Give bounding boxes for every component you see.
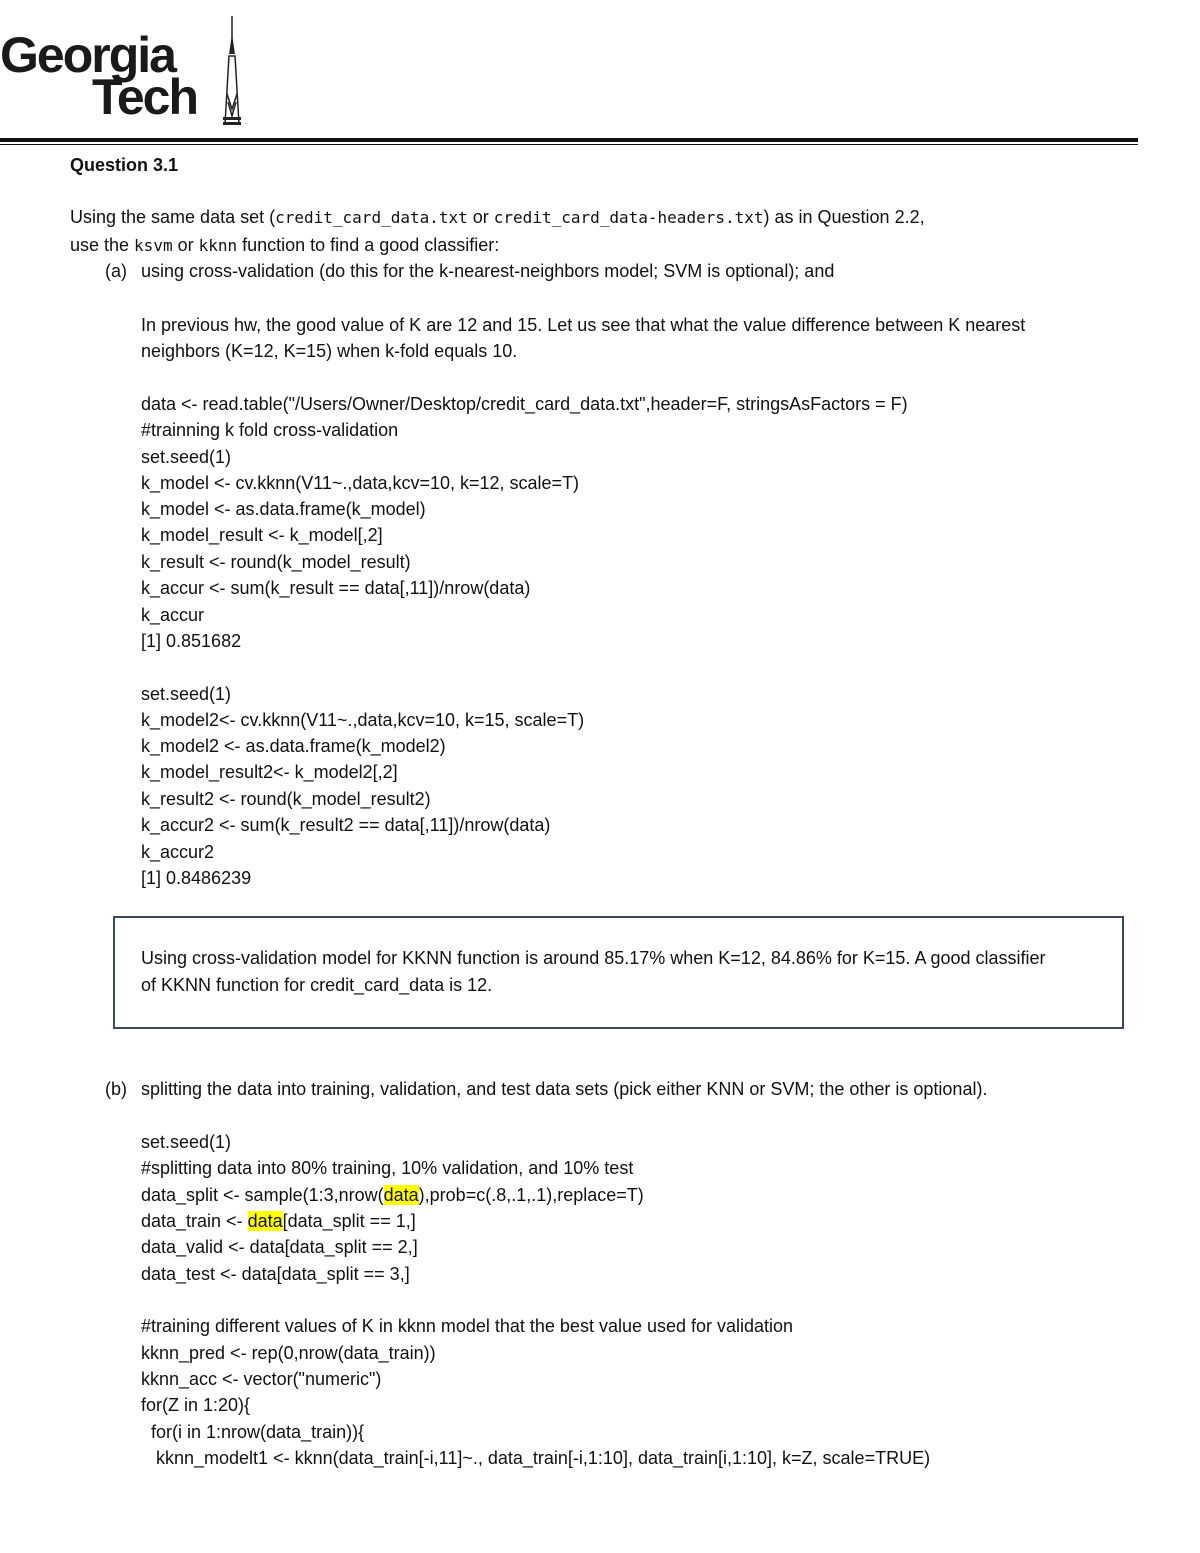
- highlighted-text: data: [383, 1185, 419, 1205]
- code-line: k_model2 <- as.data.frame(k_model2): [141, 736, 446, 756]
- function-name-1: ksvm: [134, 236, 173, 255]
- answer-line-1: Using cross-validation model for KKNN function is around 85.17% when K=12, 84.86% for K=15. A good classifier: [141, 948, 1046, 968]
- code-line: data_valid <- data[data_split == 2,]: [141, 1237, 418, 1257]
- intro-text: or: [467, 207, 494, 227]
- code-line: data <- read.table("/Users/Owner/Desktop/credit_card_data.txt",header=F, stringsAsFactors = F): [141, 394, 908, 414]
- function-name-2: kknn: [198, 236, 238, 255]
- code-line: k_accur: [141, 605, 205, 625]
- intro-text: use the: [70, 235, 135, 255]
- header-rule: [0, 138, 1138, 142]
- logo-text-line1: Georgia: [0, 27, 175, 83]
- code-line: k_model <- as.data.frame(k_model): [141, 499, 426, 519]
- code-output: [1] 0.851682: [141, 631, 242, 651]
- intro-text: Using the same data set (: [70, 207, 276, 227]
- svg-text:.: .: [245, 117, 248, 126]
- part-a-text: using cross-validation (do this for the k-nearest-neighbors model; SVM is optional); and: [141, 261, 835, 281]
- code-line: #splitting data into 80% training, 10% validation, and 10% test: [141, 1158, 634, 1178]
- highlighted-text: data: [247, 1211, 283, 1231]
- code-line: k_accur <- sum(k_result == data[,11])/nrow(data): [141, 578, 531, 598]
- part-b-label: (b): [105, 1079, 127, 1099]
- code-line: #training different values of K in kknn model that the best value used for validation: [141, 1316, 794, 1336]
- part-b-text: splitting the data into training, validation, and test data sets (pick either KNN or SVM; the other is optional).: [141, 1079, 988, 1099]
- logo-text-line2: Tech: [92, 69, 197, 125]
- code-line: kknn_pred <- rep(0,nrow(data_train)): [141, 1343, 436, 1363]
- part-a-note-line-1: In previous hw, the good value of K are 12 and 15. Let us see that what the value difference between K nearest: [141, 315, 1026, 335]
- code-line: k_accur2 <- sum(k_result2 == data[,11])/nrow(data): [141, 815, 551, 835]
- code-line: set.seed(1): [141, 684, 232, 704]
- intro-line-2: [70, 233, 499, 258]
- intro-text: function to find a good classifier:: [237, 235, 500, 255]
- code-text: data_split <- sample(1:3,nrow(: [141, 1185, 384, 1205]
- filename-1: credit_card_data.txt: [275, 208, 468, 227]
- code-line: [141, 1183, 644, 1207]
- header-rule-thin: [0, 144, 1138, 145]
- code-text: data_train <-: [141, 1211, 248, 1231]
- code-line: k_model_result2<- k_model2[,2]: [141, 762, 398, 782]
- tech-tower-icon: [215, 14, 265, 129]
- filename-2: credit_card_data-headers.txt: [493, 208, 764, 227]
- georgia-tech-logo: [0, 14, 270, 129]
- question-title: Question 3.1: [70, 155, 179, 175]
- code-line: kknn_modelt1 <- kknn(data_train[-i,11]~., data_train[-i,1:10], data_train[i,1:10], k=Z, scale=TRUE): [141, 1448, 931, 1468]
- code-output: [1] 0.8486239: [141, 868, 252, 888]
- intro-text: ) as in Question 2.2,: [763, 207, 925, 227]
- code-line: k_model_result <- k_model[,2]: [141, 525, 383, 545]
- code-text: ),prob=c(.8,.1,.1),replace=T): [418, 1185, 644, 1205]
- code-line: [141, 1209, 416, 1233]
- code-line: k_model <- cv.kknn(V11~.,data,kcv=10, k=12, scale=T): [141, 473, 580, 493]
- code-line: k_accur2: [141, 842, 215, 862]
- part-a-note-line-2: neighbors (K=12, K=15) when k-fold equals 10.: [141, 341, 518, 361]
- code-line: for(Z in 1:20){: [141, 1395, 251, 1415]
- answer-line-2: of KKNN function for credit_card_data is 12.: [141, 975, 493, 995]
- code-line: set.seed(1): [141, 1132, 232, 1152]
- code-line: k_result <- round(k_model_result): [141, 552, 411, 572]
- intro-line-1: [70, 205, 925, 230]
- code-line: kknn_acc <- vector("numeric"): [141, 1369, 382, 1389]
- code-line: for(i in 1:nrow(data_train)){: [141, 1422, 365, 1442]
- code-text: [data_split == 1,]: [282, 1211, 416, 1231]
- intro-text: or: [172, 235, 199, 255]
- part-a-label: (a): [105, 261, 127, 281]
- code-line: set.seed(1): [141, 447, 232, 467]
- code-line: #trainning k fold cross-validation: [141, 420, 399, 440]
- code-line: k_model2<- cv.kknn(V11~.,data,kcv=10, k=15, scale=T): [141, 710, 585, 730]
- code-line: k_result2 <- round(k_model_result2): [141, 789, 431, 809]
- code-line: data_test <- data[data_split == 3,]: [141, 1264, 410, 1284]
